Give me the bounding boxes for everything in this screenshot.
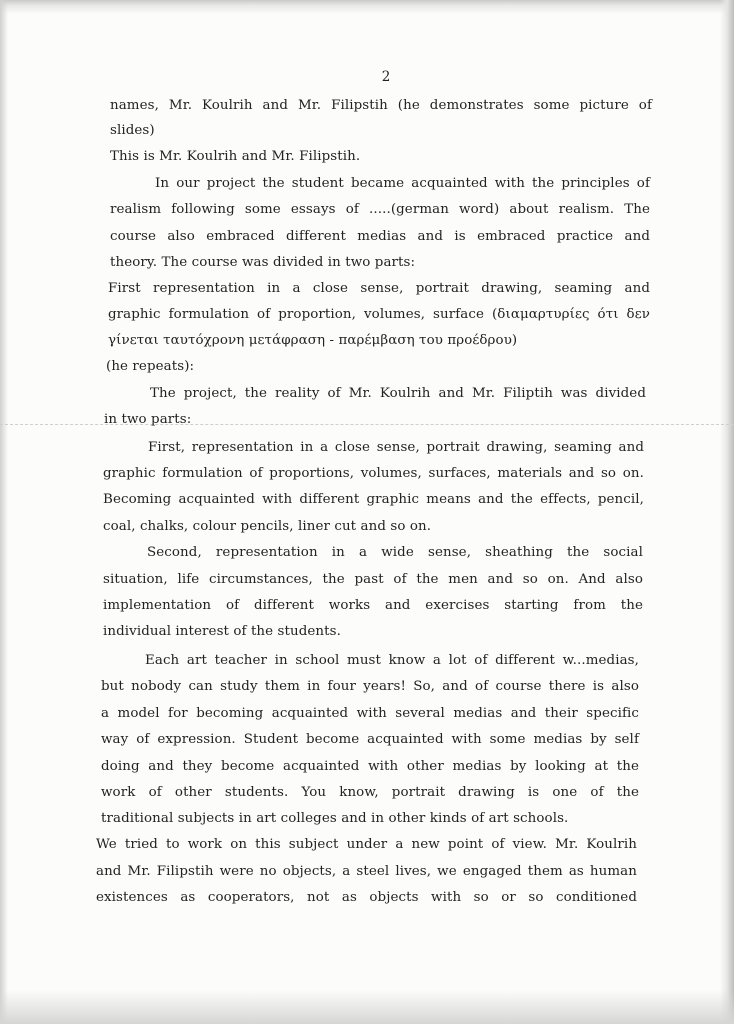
- text-line: γίνεται ταυτόχρονη μετάφραση - παρέμβαση του προέδρου): [108, 333, 518, 348]
- text-line: Second, representation in a wide sense, sheathing the social: [147, 545, 643, 560]
- text-line: situation, life circumstances, the past of the men and so on. And also: [103, 572, 643, 587]
- text-line: slides): [110, 123, 155, 138]
- text-line: course also embraced different medias and is embraced practice and: [110, 229, 650, 244]
- text-line: realism following some essays of .....(german word) about realism. The: [110, 202, 650, 217]
- text-line: theory. The course was divided in two parts:: [110, 255, 416, 270]
- text-line: doing and they become acquainted with other medias by looking at the: [101, 759, 639, 774]
- scan-shadow-right: [720, 0, 734, 1024]
- text-line: work of other students. You know, portrait drawing is one of the: [101, 785, 639, 800]
- text-line: in two parts:: [104, 412, 192, 427]
- text-line: traditional subjects in art colleges and in other kinds of art schools.: [101, 811, 569, 826]
- text-line: (he repeats):: [106, 359, 195, 374]
- scan-shadow-top: [0, 0, 734, 14]
- text-line: way of expression. Student become acquainted with some medias by self: [101, 732, 639, 747]
- text-line: We tried to work on this subject under a new point of view. Mr. Koulrih: [96, 837, 637, 852]
- text-line: and Mr. Filipstih were no objects, a steel lives, we engaged them as human: [96, 864, 637, 879]
- text-line: In our project the student became acquainted with the principles of: [155, 176, 650, 191]
- text-line: names, Mr. Koulrih and Mr. Filipstih (he demonstrates some picture of: [110, 98, 652, 113]
- text-line: but nobody can study them in four years! So, and of course there is also: [101, 679, 639, 694]
- text-line: individual interest of the students.: [103, 624, 341, 639]
- text-line: First representation in a close sense, portrait drawing, seaming and: [108, 281, 650, 296]
- text-line: a model for becoming acquainted with several medias and their specific: [101, 706, 639, 721]
- text-line: Becoming acquainted with different graphic means and the effects, pencil,: [103, 492, 644, 507]
- scan-shadow-bottom: [0, 990, 734, 1024]
- text-line: graphic formulation of proportions, volumes, surfaces, materials and so on.: [103, 466, 644, 481]
- text-line: existences as cooperators, not as objects with so or so conditioned: [96, 890, 637, 905]
- scan-shadow-left: [0, 0, 8, 1024]
- text-line: graphic formulation of proportion, volumes, surface (διαμαρτυρίες ότι δεν: [108, 307, 650, 322]
- page-number: 2: [381, 69, 391, 85]
- text-line: implementation of different works and exercises starting from the: [103, 598, 643, 613]
- text-line: coal, chalks, colour pencils, liner cut and so on.: [103, 519, 432, 534]
- text-line: This is Mr. Koulrih and Mr. Filipstih.: [110, 149, 361, 164]
- text-line: The project, the reality of Mr. Koulrih and Mr. Filiptih was divided: [150, 386, 646, 401]
- text-line: Each art teacher in school must know a lot of different w...medias,: [145, 653, 639, 668]
- text-line: First, representation in a close sense, portrait drawing, seaming and: [148, 440, 644, 455]
